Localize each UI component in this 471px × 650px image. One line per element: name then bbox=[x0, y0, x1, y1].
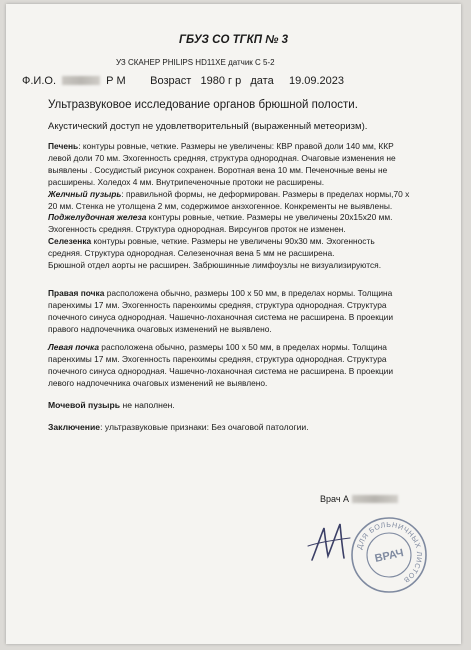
doctor-name-start: А bbox=[343, 494, 350, 504]
spleen-label: Селезенка bbox=[48, 236, 92, 247]
left-kidney-block bbox=[48, 342, 452, 390]
patient-line bbox=[22, 75, 344, 87]
exam-date: 19.09.2023 bbox=[288, 75, 345, 87]
right-kidney-block bbox=[48, 288, 452, 336]
scanner-info: УЗ СКАНЕР PHILIPS HD11XE датчик С 5-2 bbox=[116, 58, 275, 67]
stamp-ring-text: ДЛЯ БОЛЬНИЧНЫХ ЛИСТОВ bbox=[354, 519, 425, 586]
doctor-label: Врач bbox=[320, 494, 341, 504]
gallbladder-label: Желчный пузырь bbox=[48, 188, 122, 199]
doctor-line bbox=[320, 494, 398, 504]
conclusion-label: Заключение bbox=[48, 422, 101, 432]
bladder-line: Мочевой пузырь не наполнен. bbox=[48, 400, 175, 410]
left-kidney-line-3: почечного синуса однородная. Чашечно-лоханочная система не расширена. В проекции bbox=[48, 365, 394, 376]
pancreas-line-1: Поджелудочная железа контуры ровные, четкие. Размеры не увеличены 20х15х20 мм. bbox=[48, 212, 393, 223]
spleen-line-2: средняя. Структура однородная. Селезеночная вена 5 мм не расширена. bbox=[48, 248, 335, 259]
liver-label: Печень bbox=[48, 141, 79, 151]
pancreas-line-2: Эхогенность средняя. Структура однородная. Вирсунгов проток не изменен. bbox=[48, 224, 346, 235]
right-kidney-line-2: паренхимы 17 мм. Эхогенность паренхимы средняя, структура однородная. Структура bbox=[48, 299, 387, 310]
fio-label: Ф.И.О. bbox=[22, 75, 56, 87]
left-kidney-line-4: левого надпочечника очаговых изменений не выявлено. bbox=[48, 377, 268, 388]
liver-line-3: выявлены . Сосудистый рисунок сохранен. Воротная вена 10 мм. Печеночные вены не bbox=[48, 164, 388, 175]
redacted-surname bbox=[62, 76, 100, 85]
organs-block bbox=[48, 141, 452, 272]
bladder-label: Мочевой пузырь bbox=[48, 400, 121, 410]
right-kidney-label: Правая почка bbox=[48, 288, 105, 298]
clinic-title: ГБУЗ СО ТГКП № 3 bbox=[179, 34, 288, 46]
spleen-line-3: Брюшной отдел аорты не расширен. Забрюшинные лимфоузлы не визуализируются. bbox=[48, 260, 382, 271]
right-kidney-line-4: правого надпочечника очаговых изменений не выявлено. bbox=[48, 323, 272, 334]
right-kidney-line-1: Правая почка расположена обычно, размеры 100 х 50 мм, в пределах нормы. Толщина bbox=[48, 288, 393, 298]
spleen-line-1: Селезенка контуры ровные, четкие. Размеры не увеличены 90х30 мм. Эхогенность bbox=[48, 236, 375, 247]
gallbladder-line-1: Желчный пузырь: правильной формы, не деформирован. Размеры в пределах нормы,70 х bbox=[48, 188, 410, 199]
liver-line-4: расширены. Холедох 4 мм. Внутрипеченочные протоки не расширены. bbox=[48, 176, 325, 187]
liver-line-2: левой доли 70 мм. Эхогенность средняя, структура однородная. Очаговые изменения не bbox=[48, 152, 396, 163]
redacted-doctor-name bbox=[352, 495, 398, 503]
patient-initials: Р М bbox=[106, 75, 126, 87]
birth-year: 1980 г р bbox=[200, 75, 242, 87]
pancreas-label: Поджелудочная железа bbox=[48, 212, 147, 223]
round-stamp bbox=[349, 515, 429, 595]
gallbladder-line-2: 20 мм. Стенка не утолщена 2 мм, содержимое анэхогенное. Конкременты не выявлены. bbox=[48, 200, 393, 211]
liver-line-1: Печень: контуры ровные, четкие. Размеры не увеличены: КВР правой доли 140 мм, ККР bbox=[48, 141, 394, 151]
left-kidney-label: Левая почка bbox=[48, 342, 99, 352]
acoustic-access: Акустический доступ не удовлетворительный (выраженный метеоризм). bbox=[48, 121, 368, 132]
right-kidney-line-3: почечного синуса однородная. Чашечно-лоханочная система не расширена. В проекции bbox=[48, 311, 394, 322]
age-label: Возраст bbox=[150, 75, 192, 87]
left-kidney-line-1: Левая почка расположена обычно, размеры 100 х 50 мм, в пределах нормы. Толщина bbox=[48, 342, 387, 352]
signature bbox=[306, 516, 354, 568]
document-page bbox=[6, 4, 461, 644]
conclusion-line: Заключение: ультразвуковые признаки: Без очаговой патологии. bbox=[48, 422, 309, 432]
left-kidney-line-2: паренхимы 17 мм. Эхогенность паренхимы средняя, структура однородная. Структура bbox=[48, 353, 387, 364]
exam-heading: Ультразвуковое исследование органов брюшной полости. bbox=[48, 99, 358, 111]
date-label: дата bbox=[250, 75, 274, 87]
stamp-center-text: ВРАЧ bbox=[373, 547, 405, 565]
